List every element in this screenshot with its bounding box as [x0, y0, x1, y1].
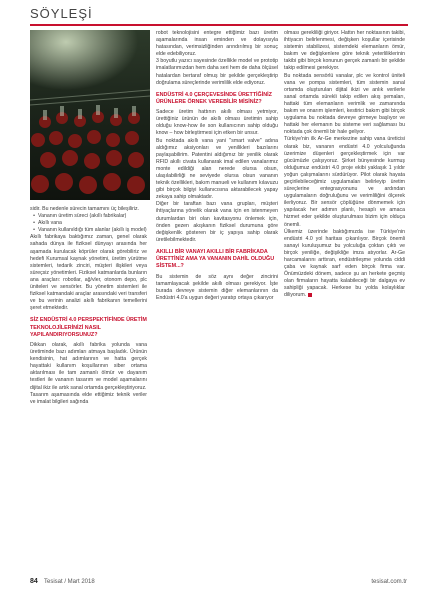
bullet-dot-icon: • [33, 213, 35, 220]
page-footer [0, 574, 430, 594]
page-header [0, 0, 430, 30]
paragraph: sidir. Bu nedenle sürecin tamamını üç bileşiliriz. [30, 206, 139, 212]
paragraph: Sadece üretim hattının akıllı olması yetmiyor, ürettiğiniz ürünün de akıllı olması üretimin sahip olduğu know-how ile son kullanıcının sahip olduğu know – how birleştirmesi için etken bir unsur. [156, 109, 278, 137]
paragraph: Bu noktada sensörlü vanalar, plc ve kontrol üniteli vana ve pompa sistemleri, tüm sistemin sanal ortamda oluşturulan dijital ikizi ve anlık verilerle sanal ortamda sürekli takip edilen akış şemaları, hattaki tüm elemanların verimlik ve zamanında bakım ve onarım işlemleri, kestirici bakım gibi birçok uygulama bu noktada devreye girmeye başlıyor ve hattaki her elemanın bu sisteme veri sağlaması bu noktada çok önemli bir hale geliyor. [284, 72, 405, 136]
paragraph: 3 boyutlu yazıcı sayesinde özellikle model ve prototip imalatlarımızdan hem daha seri hem de daha ölçüsel hatalardan bertaraf olmuş bir şekilde gerçekleştirip doğrulama süreçlerinde verimlilik elde ediyoruz. [156, 58, 278, 86]
paragraph-last [284, 229, 405, 300]
website-link[interactable]: tesisat.com.tr [371, 579, 407, 585]
paragraph: Tasarım aşamasında elde ettiğimiz teknik veriler ve imalat bilgileri sağında [30, 391, 147, 405]
factory-photo-image [30, 30, 150, 200]
section-title: SÖYLEŞİ [30, 6, 93, 21]
bullet-item [30, 213, 147, 220]
bullet-item [30, 227, 147, 234]
bullet-dot-icon: • [33, 220, 35, 227]
column-2 [156, 30, 278, 302]
paragraph: Bu noktada akıllı vana yani "smart valve" adına aldığımız aksiyonları ve yenilikleri bazılarını paylaşabilirim. Patentini aldığımız bir yenilik olarak RFID akıllı civata kullanarak imal edilen vanalarımız monte edildiği alan nerede olursa olsun, ulaşılabilirliği ne seviyede olursa olsun vananın teknik özellikleri, bakım manueli ve kullanım kılavuzu gibi birçok bilgiyi kullanıcısına aktarabilecek yapay zekaya sahip olmaktadır. [156, 137, 278, 201]
paragraph: Diğer bir taraftan bazı vana grupları, müşteri ihtiyaçlarına yönelik olarak vana için en istenmeyen durumlardan biri olan kavitasyonu önlemek için, önden gezen akışkanın fiziksel durumuna göre değişkenlik gösteren bir iç yapıya sahip olarak üretilebilmektedir. [156, 201, 278, 243]
column-1 [30, 206, 147, 406]
magazine-issue: Tesisat / Mart 2018 [44, 579, 95, 585]
factory-photo [30, 30, 150, 200]
question-heading: AKILLI BİR VANAYI AKILLI BİR FABRİKADA ÜRETTİNİZ AMA YA VANANIN DAHİL OLDUĞU SİSTEM...? [156, 248, 275, 270]
paragraph: Bu sistemin de söz aynı değer zincirini tamamlayacak şekilde akıllı olması gerekiyor. İşte burada devreye sistemin diğer elemanlarının da Endüstri 4.0'a uygun değeri yaratıp ortaya çıkarıyor [156, 273, 278, 301]
bullet-text: Vananın üretim süreci (akıllı fabrikalar) [38, 213, 127, 220]
bullet-dot-icon: • [33, 227, 35, 234]
bullet-item [30, 220, 147, 227]
header-rule [30, 24, 408, 26]
paragraph-text: Ülkemiz üzerinde baktığımızda ise Türkiye'nin endüstri 4.0 yol haritası çıkarılıyor. Birçok önemli sanayi kuruluşumuz bu yolculuğa çoktan çıktı ve birçok yeniliğe, değişikliğe imza atıyorlar. Ar-Ge harcamalarını arttıran, endüstrileşme yolunda ciddi çaba ve kaynak sarf eden birçok firma var. Önümüzdeki dönem, sadece şu an herkete geçmiş olan firmaların hayatta kalabileceği bir dalgaya ev sahipliği yapacak. Herkese bu yolda kolaylıklar diliyorum. [284, 228, 405, 299]
bullet-text: Vananın kullanıldığı tüm alanlar (akıllı iş model) [38, 227, 147, 234]
paragraph: Akıllı fabrikaya baktığımız zaman, genel olarak sahada dünya ile fiziksel dünyayı arasında her aşamada kurulacak köprüler olarak görebiliriz ve hedefi Kurumsal kaynak yönetimi, üretim yürütme sistemleri, tedarik zinciri, müşteri ilişkileri veya süreçsiz yönetimleri. Fiziksel katmanlarda bunların ana araçları: robotlar, ağ/vler, otonom depo, plc üniteleri ve sensörler. Bu yönetim sistemleri ile fiziksel katmandaki araçlar arasındaki veri transferi ve bu verinin analizi akıllı fabrikanın temellerini şeret etmektedir. [30, 234, 147, 312]
column-3 [284, 30, 405, 300]
paragraph: robot teknolojisini entegre ettiğimiz bazı üretim aşamalarında insan eminden ve dolayısıyla hatasından, verimsizliğinden arındırılmış bir sonuç elde edebiliyoruz. [156, 30, 278, 58]
bullet-text: Akıllı vana [38, 220, 62, 227]
paragraph: Türkiye'nin ilk Ar-Ge merkezine sahip vana üreticisi olarak biz, vananın endüstri 4.0 yolculuğunda üzerimize düşenleri gerçekleştirmek için var gücümüzle çalışıyoruz. Şirket bünyesinde kurmuş olduğumuz endüstri 4.0 proje ekibi yaklaşık 1 yıldır yoğun çalışmalarını sürdürüyor. Pilot olarak hayata geçirilebileceğimiz uygulamaları belirleyip üretim süreçlerine entegrasyonunu ve ardından uygulamaların doğruluğunu ve verimliliğini ölçerek ilerliyoruz. Bir sensör çöplüğüne dönmemek için yapılacak her adımın planlı, hesaplı ve amaca hizmet eder şekilde oluşturulması bizim için olduça önemli. [284, 136, 405, 228]
paragraph: olması gerekliliği giriyor. Hattın her noktasının takibi, ihtiyacın belirlenmesi, değişken koşullar içerisinde sistemin stabilizesi, sistemdeki elemanların ömür, bakım ve değişkenlere göre teknik yeterliliklerinin takibi gibi birçok konunun gerçek zamanlı bir şekilde takip edilmesi gerekiyor. [284, 30, 405, 72]
question-heading: ENDÜSTRİ 4.0 ÇERÇEVESİNDE ÜRETTİĞİNİZ ÜRÜNLERE ÖRNEK VEREBİLİR MİSİNİZ? [156, 91, 272, 105]
end-mark-icon [308, 293, 312, 297]
page-number: 84 [30, 578, 38, 585]
question-heading: SİZ ENDÜSTRİ 4.0 PERSPEKTİFİNDE ÜRETİM TEKNOLOJİLERİNİZİ NASIL YAPILANDIRIYORSUNUZ? [30, 317, 147, 338]
paragraph: Dikkan olarak, akıllı fabrika yolunda vana üretiminde bazı adımları atmaya başladık. Ürünün kendisinin, hat adımlarının ve hatta gerçek hayattaki kullanım koşullarının siber ortama aktarılması ile tam zamanlı ölmür ve dayanım testleri ile vananın tasarım ve model aşamalarını dijital ikiz ile artık sanal ortamda gerçekleştiriyoruz. [30, 342, 147, 391]
